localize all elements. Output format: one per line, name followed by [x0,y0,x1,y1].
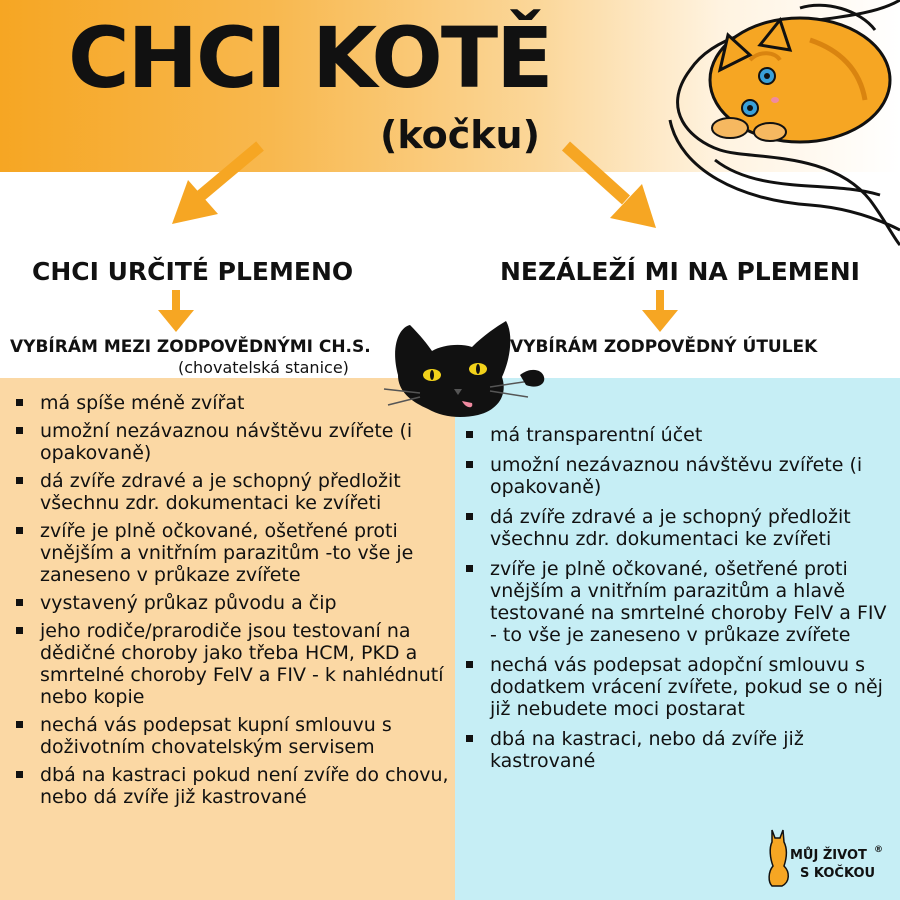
right-column-subheading: VYBÍRÁM ZODPOVĚDNÝ ÚTULEK [510,337,818,357]
arrow-down-left-icon [168,140,268,230]
left-checklist [12,392,452,814]
logo-line1: MŮJ ŽIVOT [790,848,867,863]
bullet-icon [16,771,23,778]
right-column-heading: NEZÁLEŽÍ MI NA PLEMENI [500,257,860,286]
left-column-heading: CHCI URČITÉ PLEMENO [32,257,354,286]
bullet-icon [466,513,473,520]
left-column-subheading: VYBÍRÁM MEZI ZODPOVĚDNÝMI CH.S. [10,337,371,357]
bullet-icon [16,399,23,406]
list-item: dbá na kastraci, nebo dá zvíře již kastrované [462,728,898,772]
logo-mark: ® [874,845,883,855]
bullet-icon [16,527,23,534]
arrow-down-right-icon [560,140,660,235]
arrow-down-icon [642,290,678,332]
bullet-icon [466,661,473,668]
bullet-icon [466,431,473,438]
list-item: umožní nezávaznou návštěvu zvířete (i opakovaně) [462,454,898,498]
page-title: CHCI KOTĚ [68,9,552,107]
page-subtitle: (kočku) [380,113,540,157]
list-item: jeho rodiče/prarodiče jsou testovaní na dědičné choroby jako třeba HCM, PKD a smrtelné choroby FelV a FIV - k nahlédnutí nebo kopie [12,620,452,708]
bullet-icon [16,721,23,728]
brand-logo [764,826,884,888]
right-checklist [462,424,898,780]
bullet-icon [466,461,473,468]
list-item: dbá na kastraci pokud není zvíře do chovu, nebo dá zvíře již kastrované [12,764,452,808]
arrow-down-icon [158,290,194,332]
list-item: nechá vás podepsat adopční smlouvu s dodatkem vrácení zvířete, pokud se o něj již nebudete moci postarat [462,654,898,720]
bullet-icon [16,477,23,484]
bullet-icon [16,599,23,606]
logo-line2: S KOČKOU [800,866,876,881]
list-item: umožní nezávaznou návštěvu zvířete (i opakovaně) [12,420,452,464]
list-item: vystavený průkaz původu a čip [12,592,452,614]
list-item: dá zvíře zdravé a je schopný předložit všechnu zdr. dokumentaci ke zvířeti [12,470,452,514]
list-item: dá zvíře zdravé a je schopný předložit všechnu zdr. dokumentaci ke zvířeti [462,506,898,550]
bullet-icon [16,627,23,634]
list-item: nechá vás podepsat kupní smlouvu s doživotním chovatelským servisem [12,714,452,758]
bullet-icon [16,427,23,434]
bullet-icon [466,735,473,742]
list-item: zvíře je plně očkované, ošetřené proti vnějším a vnitřním parazitům a hlavě testované na smrtelné choroby FelV a FIV - to vše je zaneseno v průkaze zvířete [462,558,898,646]
list-item: má transparentní účet [462,424,898,446]
bullet-icon [466,565,473,572]
list-item: má spíše méně zvířat [12,392,452,414]
list-item: zvíře je plně očkované, ošetřené proti vnějším a vnitřním parazitům -to vše je zaneseno v průkaze zvířete [12,520,452,586]
left-column-note: (chovatelská stanice) [178,358,349,377]
